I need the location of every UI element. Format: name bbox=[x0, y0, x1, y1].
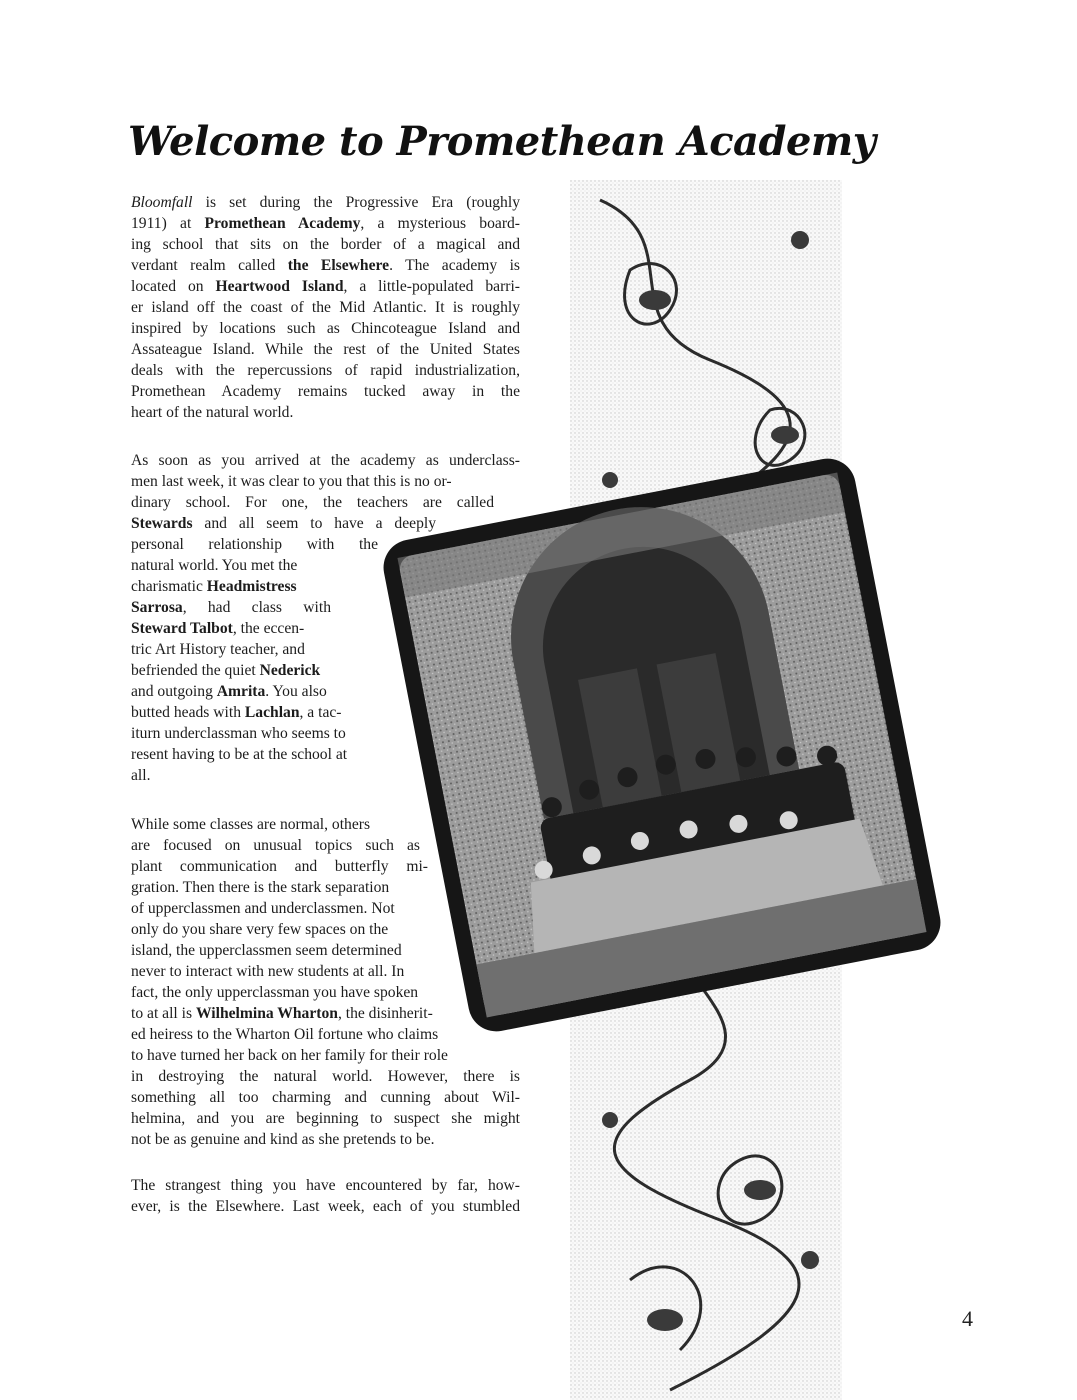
paragraph-arrival: As soon as you arrived at the academy as underclass- men last week, it was clear to you that this is no or- dinary school. For one, the teachers are called Stewards and all seem to have a deeply personal relationship with the natural world. You met the charismatic Headmistress Sarrosa, had class with Steward Talbot, the eccen- tric Art History teacher, and befriended the quiet Nederick and outgoing Amrita. You also butted heads with Lachlan, a tac- iturn underclassman who seems to resent having to be at the school at all. bbox=[131, 452, 520, 784]
paragraph-intro: Bloomfall is set during the Progressive Era (roughly 1911) at Promethean Academy, a mysterious board- ing school that sits on the border of a magical and verdant realm called the Elsewhere. The academy is located on Heartwood Island, a little-populated barri- er island off the coast of the Mid Atlantic. It is roughly inspired by locations such as Chincoteague Island and Assateague Island. While the rest of the United States deals with the repercussions of rapid industrialization, Promethean Academy remains tucked away in the heart of the natural world. bbox=[131, 194, 520, 421]
paragraph-elsewhere: The strangest thing you have encountered by far, how- ever, is the Elsewhere. Last week, each of you stumbled bbox=[131, 1177, 520, 1215]
page-title: Welcome to Promethean Academy bbox=[128, 118, 876, 165]
paragraph-classes: While some classes are normal, others are focused on unusual topics such as plant communication and butterfly mi- gration. Then there is the stark separation of upperclassmen and underclassmen. Not only do you share very few spaces on the island, the upperclassmen seem determined never to interact with new students at all. In fact, the only upperclassman you have spoken to at all is Wilhelmina Wharton, the disinherit- ed heiress to the Wharton Oil fortune who claims to have turned her back on her family for their role in destroying the natural world. However, there is something all too charming and cunning about Wil- helmina, and you are beginning to suspect she might not be as genuine and kind as she pretends to be. bbox=[131, 816, 520, 1148]
page-number: 4 bbox=[962, 1306, 973, 1331]
